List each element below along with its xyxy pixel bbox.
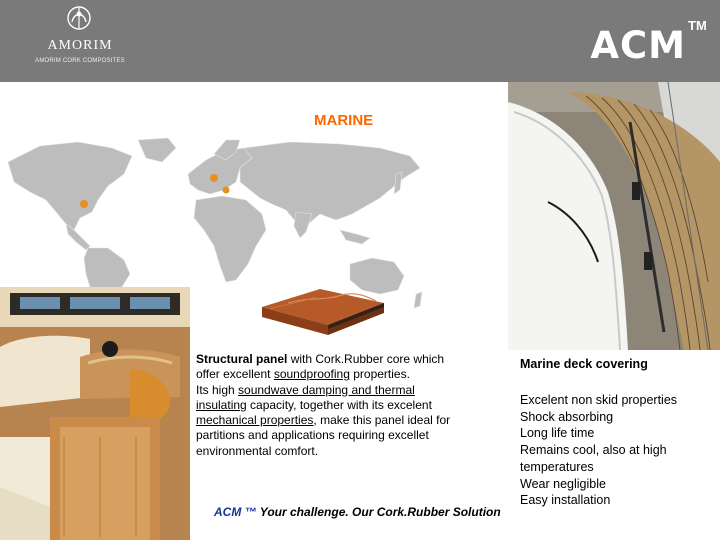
structural-panel-text-5: , make this panel ideal for partitions and applications requiring excellet environmental comfort. [196,413,451,458]
marker-north-america [80,200,88,208]
trademark: TM [688,18,707,33]
soundproofing-link: soundproofing [273,367,350,382]
amorim-logo [24,4,136,76]
amorim-emblem-icon [62,4,96,34]
logo-name: AMORIM [47,38,113,53]
structural-panel-text-4: capacity, together with its excelent [246,397,432,412]
footer-brand: ACM ™ [214,505,257,519]
feature-item: Long life time [520,426,595,441]
footer-slogan: Your challenge. Our Cork.Rubber Solution [256,505,501,519]
feature-item: Shock absorbing [520,409,614,424]
marker-europe-north [210,174,218,182]
section-title: MARINE [314,112,374,129]
header-bar [0,0,720,82]
deck-covering-features [520,392,677,509]
cork-panel-image [258,285,388,341]
feature-item: Wear negligible [520,476,606,491]
footer-tagline [214,505,501,519]
structural-panel-text-3: Its high [196,382,239,397]
feature-item: Remains cool, also at high [520,443,667,458]
yacht-interior-photo [0,287,190,540]
structural-panel-text-2: properties. [349,367,410,382]
structural-panel-description [196,352,464,459]
deck-covering-title: Marine deck covering [520,357,648,371]
structural-panel-heading: Structural panel [196,352,288,366]
soundwave-link: soundwave damping and thermal insulating [196,382,415,412]
boat-deck-photo [508,82,720,350]
feature-item: Easy installation [520,493,611,508]
mechanical-properties-link: mechanical properties [196,413,314,428]
marker-europe-south [223,187,230,194]
logo-subtitle: AMORIM CORK COMPOSITES [35,58,125,64]
feature-item: Excelent non skid properties [520,393,678,407]
feature-item: temperatures [520,459,594,474]
acm-brand: ACM [590,24,686,67]
structural-panel-text-1: with Cork.Rubber core which offer excellent [196,352,445,382]
